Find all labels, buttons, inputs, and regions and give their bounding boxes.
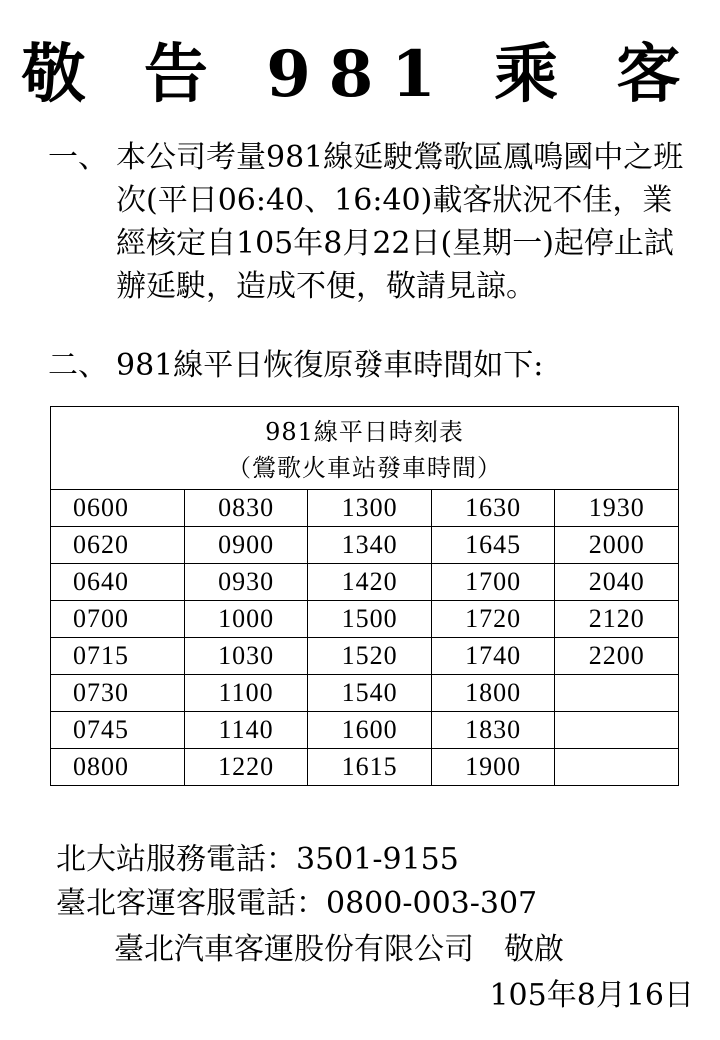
timetable-cell: 1100 bbox=[184, 675, 308, 712]
timetable-cell: 1645 bbox=[431, 527, 555, 564]
timetable-header-row bbox=[51, 407, 679, 490]
timetable-cell: 0745 bbox=[51, 712, 185, 749]
timetable-cell: 1700 bbox=[431, 564, 555, 601]
timetable-cell: 0700 bbox=[51, 601, 185, 638]
timetable-row bbox=[51, 749, 679, 786]
timetable-cell: 0900 bbox=[184, 527, 308, 564]
timetable-row bbox=[51, 638, 679, 675]
notice-item-2-text: 981線平日恢復原發車時間如下: bbox=[116, 348, 544, 383]
timetable-cell: 0600 bbox=[51, 490, 185, 527]
timetable-cell: 1800 bbox=[431, 675, 555, 712]
timetable-cell: 1540 bbox=[308, 675, 432, 712]
notice-item-1 bbox=[48, 136, 698, 308]
timetable-cell: 1220 bbox=[184, 749, 308, 786]
timetable-cell: 1030 bbox=[184, 638, 308, 675]
timetable-cell: 1830 bbox=[431, 712, 555, 749]
notice-item-1-text: 本公司考量981線延駛鶯歌區鳳鳴國中之班次(平日06:40、16:40)載客狀況不佳，業經核定自105年8月22日(星期一)起停止試辦延駛，造成不便，敬請見諒。 bbox=[116, 140, 684, 304]
timetable-subtitle: （鶯歌火車站發車時間） bbox=[227, 454, 502, 482]
timetable-cell: 1740 bbox=[431, 638, 555, 675]
timetable-row bbox=[51, 527, 679, 564]
timetable-cell: 0930 bbox=[184, 564, 308, 601]
timetable-row bbox=[51, 712, 679, 749]
timetable-cell: 2200 bbox=[555, 638, 679, 675]
timetable-cell: 0800 bbox=[51, 749, 185, 786]
timetable-row bbox=[51, 490, 679, 527]
timetable-cell bbox=[555, 675, 679, 712]
timetable-cell: 1420 bbox=[308, 564, 432, 601]
page-title: 敬 告 981 乘 客 bbox=[21, 37, 699, 112]
timetable-cell: 0730 bbox=[51, 675, 185, 712]
timetable-cell: 1600 bbox=[308, 712, 432, 749]
timetable-cell: 1340 bbox=[308, 527, 432, 564]
notice-item-2-number: 二、 bbox=[48, 348, 108, 383]
timetable-cell: 2040 bbox=[555, 564, 679, 601]
timetable-cell bbox=[555, 712, 679, 749]
timetable-cell: 0620 bbox=[51, 527, 185, 564]
timetable-cell: 1140 bbox=[184, 712, 308, 749]
timetable-header bbox=[51, 407, 679, 490]
timetable bbox=[50, 406, 679, 786]
timetable-row bbox=[51, 675, 679, 712]
timetable-cell: 1900 bbox=[431, 749, 555, 786]
timetable-cell: 1720 bbox=[431, 601, 555, 638]
timetable-cell: 2000 bbox=[555, 527, 679, 564]
company-signature: 臺北汽車客運股份有限公司 敬啟 bbox=[114, 932, 564, 967]
timetable-cell: 1615 bbox=[308, 749, 432, 786]
service-phone-station: 北大站服務電話：3501-9155 bbox=[56, 842, 459, 877]
timetable-cell: 0715 bbox=[51, 638, 185, 675]
notice-date: 105年8月16日 bbox=[489, 978, 694, 1013]
timetable-row bbox=[51, 601, 679, 638]
timetable-title: 981線平日時刻表 bbox=[265, 418, 464, 446]
timetable-cell: 0830 bbox=[184, 490, 308, 527]
timetable-cell: 1500 bbox=[308, 601, 432, 638]
timetable-cell: 0640 bbox=[51, 564, 185, 601]
timetable-cell: 1300 bbox=[308, 490, 432, 527]
timetable-cell: 1630 bbox=[431, 490, 555, 527]
timetable-cell: 1000 bbox=[184, 601, 308, 638]
notice-item-2 bbox=[48, 344, 698, 387]
timetable-cell: 1520 bbox=[308, 638, 432, 675]
timetable-cell: 1930 bbox=[555, 490, 679, 527]
timetable-row bbox=[51, 564, 679, 601]
timetable-cell: 2120 bbox=[555, 601, 679, 638]
timetable-body bbox=[51, 490, 679, 786]
notice-item-1-number: 一、 bbox=[48, 140, 108, 175]
service-phone-customer: 臺北客運客服電話：0800-003-307 bbox=[56, 886, 538, 921]
timetable-cell bbox=[555, 749, 679, 786]
